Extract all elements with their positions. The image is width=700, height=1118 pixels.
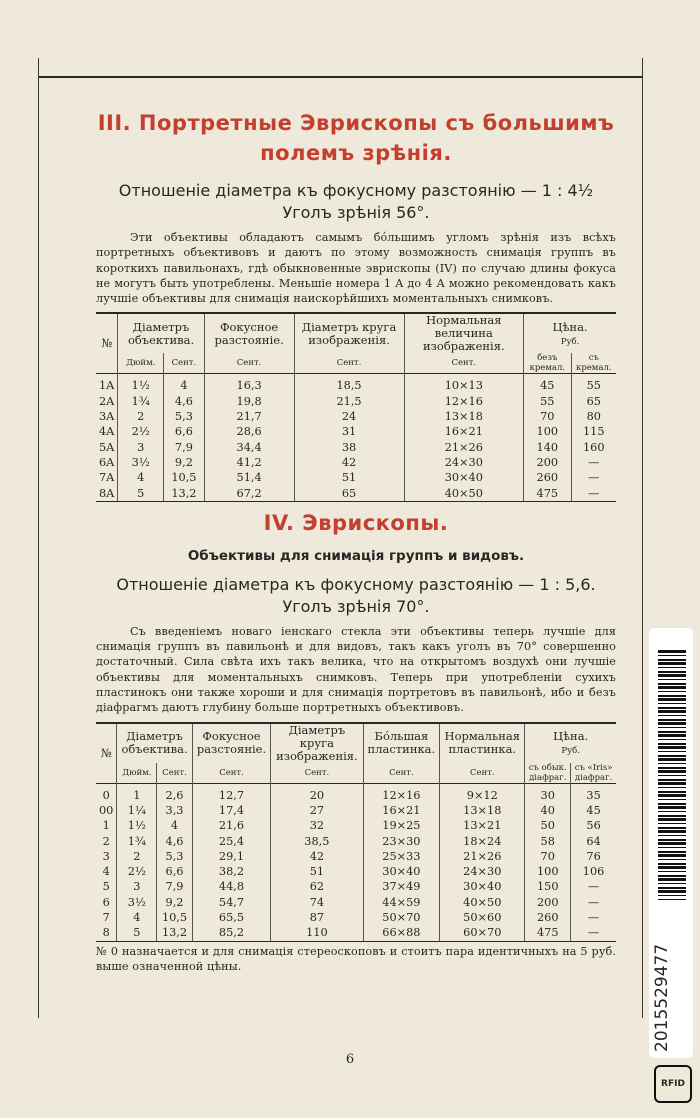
cell-p1: 140 (524, 440, 572, 455)
unit-focal: Сент. (204, 353, 294, 374)
cell-p1: 40 (525, 803, 571, 818)
cell-p1: 70 (525, 849, 571, 864)
left-margin-line (38, 58, 39, 1018)
section3-table (96, 312, 616, 501)
cell-circle: 21,5 (294, 394, 404, 409)
table-row (96, 925, 616, 941)
table-row (96, 849, 616, 864)
cell-p1: 475 (524, 486, 572, 502)
table-row (96, 895, 616, 910)
cell-normal: 13×18 (440, 803, 525, 818)
cell-focal: 21,7 (204, 409, 294, 424)
cell-focal: 38,2 (192, 864, 271, 879)
section4-subtitle: Объективы для снимація группъ и видовъ. (187, 547, 525, 564)
cell-focal: 44,8 (192, 879, 271, 894)
cell-inch: 1¾ (118, 394, 164, 409)
cell-p1: 100 (525, 864, 571, 879)
cell-focal: 16,3 (204, 374, 294, 394)
unit-cm: Сент. (164, 353, 205, 374)
cell-circle: 42 (294, 455, 404, 470)
table-row (96, 486, 616, 502)
cell-inch: 3 (118, 440, 164, 455)
cell-cm: 5,3 (157, 849, 192, 864)
cell-inch: 2 (117, 849, 157, 864)
col-circle-header: Діаметръ круга изображенія. (294, 313, 404, 353)
price-b-header: съ «Iris» діафраг. (571, 763, 616, 784)
cell-p1: 55 (524, 394, 572, 409)
table-row (96, 440, 616, 455)
cell-plate: 30×40 (363, 864, 440, 879)
cell-p1: 200 (525, 895, 571, 910)
col-normal-header: Нормальная пластинка. (440, 723, 525, 763)
cell-circle: 51 (294, 470, 404, 485)
cell-focal: 21,6 (192, 818, 271, 833)
cell-no: 3 (102, 849, 110, 863)
col-focal-header: Фокусное разстояніе. (192, 723, 271, 763)
cell-no: 6 (102, 895, 110, 909)
cell-normal: 60×70 (440, 925, 525, 941)
table-row (96, 424, 616, 439)
cell-cm: 13,2 (157, 925, 192, 941)
cell-plate: 37×49 (363, 879, 440, 894)
cell-normal: 30×40 (404, 470, 523, 485)
page-number: 6 (345, 1052, 355, 1067)
section3-paragraph: Эти объективы обладаютъ самымъ бóльшимъ угломъ зрѣнія изъ всѣхъ портретныхъ объективовъ и даютъ по этому возможность снимація группъ въ короткихъ павильонахъ, гдѣ обыкновенные эврископы (IV) по случаю длины фокуса не могутъ быть употреблены. Меньшіе номера 1 A до 4 A можно рекомендовать какъ лучшіе объективы для снимація наискорѣйшихъ моментальныхъ снимковъ. (96, 231, 616, 306)
cell-inch: 5 (118, 486, 164, 502)
cell-normal: 13×21 (440, 818, 525, 833)
cell-circle: 38 (294, 440, 404, 455)
cell-circle: 32 (271, 818, 363, 833)
unit-inch: Дюйм. (117, 763, 157, 784)
unit-inch: Дюйм. (118, 353, 164, 374)
right-margin-line (642, 58, 643, 1018)
barcode-icon (658, 650, 686, 900)
col-no-header: № (96, 313, 118, 374)
cell-circle: 18,5 (294, 374, 404, 394)
unit-focal: Сент. (192, 763, 271, 784)
cell-no: 5A (99, 440, 115, 454)
cell-normal: 24×30 (440, 864, 525, 879)
cell-circle: 31 (294, 424, 404, 439)
cell-p2: — (571, 925, 616, 941)
cell-cm: 10,5 (164, 470, 205, 485)
section4-paragraph: Съ введеніемъ новаго іенскаго стекла эти объективы теперь лучшіе для снимація группъ въ павильонѣ и для видовъ, такъ какъ уголъ въ 70° совершенно достаточный. Сила свѣта ихъ такъ велика, что на открытомъ воздухѣ они лучшіе объективы для моментальныхъ снимковъ. Теперь при употребленіи сухихъ пластинокъ они также хороши и для снимація портретовъ въ павильонѣ, ибо и безъ діафрагмъ даютъ глубину больше портретныхъ объективовъ. (96, 624, 616, 715)
cell-p2: 76 (571, 849, 616, 864)
table-row (96, 803, 616, 818)
cell-inch: 3½ (117, 895, 157, 910)
table-row (96, 864, 616, 879)
cell-inch: 4 (117, 910, 157, 925)
cell-p1: 260 (525, 910, 571, 925)
price-label: Цѣна. (552, 319, 588, 334)
table-row (96, 455, 616, 470)
unit-circle: Сент. (271, 763, 363, 784)
cell-cm: 9,2 (164, 455, 205, 470)
cell-focal: 29,1 (192, 849, 271, 864)
cell-p2: 56 (571, 818, 616, 833)
cell-p1: 200 (524, 455, 572, 470)
cell-focal: 67,2 (204, 486, 294, 502)
cell-normal: 13×18 (404, 409, 523, 424)
cell-plate: 66×88 (363, 925, 440, 941)
barcode-number (652, 1012, 672, 1052)
cell-focal: 41,2 (204, 455, 294, 470)
cell-p2: 80 (571, 409, 616, 424)
cell-p2: — (571, 455, 616, 470)
cell-normal: 40×50 (404, 486, 523, 502)
cell-focal: 54,7 (192, 895, 271, 910)
cell-p2: 65 (571, 394, 616, 409)
cell-plate: 16×21 (363, 803, 440, 818)
cell-circle: 27 (271, 803, 363, 818)
cell-circle: 74 (271, 895, 363, 910)
cell-inch: 3 (117, 879, 157, 894)
cell-inch: 2 (118, 409, 164, 424)
cell-normal: 24×30 (404, 455, 523, 470)
cell-inch: 5 (117, 925, 157, 941)
unit-normal: Сент. (440, 763, 525, 784)
cell-circle: 65 (294, 486, 404, 502)
unit-cm: Сент. (157, 763, 192, 784)
cell-p1: 45 (524, 374, 572, 394)
cell-inch: 1 (117, 783, 157, 803)
cell-inch: 2½ (118, 424, 164, 439)
cell-circle: 51 (271, 864, 363, 879)
cell-circle: 110 (271, 925, 363, 941)
table-row (96, 374, 616, 394)
cell-cm: 4,6 (164, 394, 205, 409)
cell-plate: 23×30 (363, 834, 440, 849)
cell-circle: 38,5 (271, 834, 363, 849)
cell-normal: 9×12 (440, 783, 525, 803)
cell-cm: 4 (164, 374, 205, 394)
cell-p2: 106 (571, 864, 616, 879)
cell-no: 2A (99, 394, 115, 408)
cell-no: 2 (102, 834, 110, 848)
cell-no: 00 (99, 803, 114, 817)
col-price-header (524, 313, 616, 353)
cell-inch: 1½ (117, 818, 157, 833)
cell-plate: 50×70 (363, 910, 440, 925)
cell-p2: — (571, 910, 616, 925)
cell-inch: 3½ (118, 455, 164, 470)
cell-plate: 25×33 (363, 849, 440, 864)
cell-no: 5 (102, 880, 110, 894)
cell-p2: — (571, 470, 616, 485)
cell-p1: 58 (525, 834, 571, 849)
table-row (96, 834, 616, 849)
cell-circle: 62 (271, 879, 363, 894)
section4-title: IV. Эврископы. (263, 510, 449, 535)
cell-p2: 35 (571, 783, 616, 803)
cell-p2: — (571, 895, 616, 910)
table-row (96, 783, 616, 803)
cell-cm: 5,3 (164, 409, 205, 424)
price-a-header: съ обык. діафраг. (525, 763, 571, 784)
rfid-icon: RFID (654, 1065, 692, 1103)
unit-normal: Сент. (404, 353, 523, 374)
cell-circle: 87 (271, 910, 363, 925)
cell-normal: 18×24 (440, 834, 525, 849)
top-rule (38, 76, 642, 78)
cell-p1: 260 (524, 470, 572, 485)
cell-circle: 42 (271, 849, 363, 864)
cell-cm: 13,2 (164, 486, 205, 502)
price-a-header: безъ кремал. (524, 353, 572, 374)
page-content (96, 108, 616, 974)
cell-normal: 40×50 (440, 895, 525, 910)
table-row (96, 409, 616, 424)
cell-focal: 85,2 (192, 925, 271, 941)
section4-angle: Уголъ зрѣнія 70°. (282, 596, 430, 616)
cell-cm: 4 (157, 818, 192, 833)
cell-focal: 19,8 (204, 394, 294, 409)
cell-p1: 100 (524, 424, 572, 439)
unit-plate: Сент. (363, 763, 440, 784)
col-no-header: № (96, 723, 117, 784)
cell-normal: 12×16 (404, 394, 523, 409)
cell-no: 4 (102, 865, 110, 879)
cell-no: 4A (99, 425, 115, 439)
cell-no: 1A (99, 379, 115, 393)
cell-no: 7A (99, 471, 115, 485)
cell-p2: 160 (571, 440, 616, 455)
cell-focal: 65,5 (192, 910, 271, 925)
table-row (96, 470, 616, 485)
table-row (96, 394, 616, 409)
section4-footnote: № 0 назначается и для снимація стереоскоповъ и стоитъ пара идентичныхъ на 5 руб. выше означенной цѣны. (96, 944, 616, 973)
cell-plate: 12×16 (363, 783, 440, 803)
cell-circle: 24 (294, 409, 404, 424)
col-diameter-header: Діаметръ объектива. (117, 723, 192, 763)
col-normal-header: Нормальная величина изображенія. (404, 313, 523, 353)
cell-inch: 1¼ (117, 803, 157, 818)
cell-focal: 17,4 (192, 803, 271, 818)
cell-p2: 45 (571, 803, 616, 818)
col-diameter-header: Діаметръ объектива. (118, 313, 204, 353)
cell-no: 7 (102, 911, 110, 925)
cell-p1: 30 (525, 783, 571, 803)
cell-normal: 21×26 (440, 849, 525, 864)
price-unit: Руб. (560, 336, 580, 347)
col-price-header (525, 723, 616, 763)
section3-angle: Уголъ зрѣнія 56°. (282, 203, 430, 222)
cell-p1: 150 (525, 879, 571, 894)
price-unit: Руб. (561, 746, 580, 757)
cell-cm: 9,2 (157, 895, 192, 910)
cell-p2: — (571, 486, 616, 502)
cell-normal: 10×13 (404, 374, 523, 394)
cell-p2: 55 (571, 374, 616, 394)
cell-p2: — (571, 879, 616, 894)
cell-cm: 7,9 (157, 879, 192, 894)
cell-no: 0 (102, 788, 110, 802)
section3-title-line2: полемъ зрѣнія. (260, 141, 452, 165)
cell-normal: 50×60 (440, 910, 525, 925)
table-row (96, 818, 616, 833)
section4-ratio: Отношеніе діаметра къ фокусному разстоянію — 1 : 5,6. (116, 574, 596, 594)
cell-normal: 16×21 (404, 424, 523, 439)
cell-cm: 6,6 (157, 864, 192, 879)
cell-no: 6A (99, 455, 115, 469)
cell-p1: 475 (525, 925, 571, 941)
cell-no: 1 (102, 819, 110, 833)
table-row (96, 879, 616, 894)
cell-cm: 6,6 (164, 424, 205, 439)
cell-cm: 7,9 (164, 440, 205, 455)
cell-normal: 21×26 (404, 440, 523, 455)
unit-circle: Сент. (294, 353, 404, 374)
cell-p1: 70 (524, 409, 572, 424)
cell-circle: 20 (271, 783, 363, 803)
section3-ratio: Отношеніе діаметра къ фокусному разстоянію — 1 : 4½ (118, 181, 594, 200)
price-b-header: съ кремал. (571, 353, 616, 374)
cell-cm: 2,6 (157, 783, 192, 803)
col-circle-header: Діаметръ круга изображенія. (271, 723, 363, 763)
cell-normal: 30×40 (440, 879, 525, 894)
cell-p1: 50 (525, 818, 571, 833)
cell-cm: 4,6 (157, 834, 192, 849)
cell-focal: 12,7 (192, 783, 271, 803)
cell-no: 8A (96, 486, 118, 502)
section4-table (96, 722, 616, 942)
cell-cm: 10,5 (157, 910, 192, 925)
col-focal-header: Фокусное разстояніе. (204, 313, 294, 353)
cell-no: 3A (99, 410, 115, 424)
cell-inch: 1¾ (117, 834, 157, 849)
cell-inch: 4 (118, 470, 164, 485)
cell-cm: 3,3 (157, 803, 192, 818)
cell-inch: 2½ (117, 864, 157, 879)
cell-focal: 28,6 (204, 424, 294, 439)
cell-p2: 115 (571, 424, 616, 439)
cell-focal: 34,4 (204, 440, 294, 455)
cell-p2: 64 (571, 834, 616, 849)
table-row (96, 910, 616, 925)
price-label: Цѣна. (553, 729, 589, 744)
cell-inch: 1½ (118, 374, 164, 394)
cell-no: 8 (96, 925, 117, 941)
cell-focal: 51,4 (204, 470, 294, 485)
cell-plate: 44×59 (363, 895, 440, 910)
section3-title-line1: III. Портретные Эврископы съ большимъ (97, 111, 615, 135)
cell-focal: 25,4 (192, 834, 271, 849)
col-plate-header: Бóльшая пластинка. (363, 723, 440, 763)
cell-plate: 19×25 (363, 818, 440, 833)
